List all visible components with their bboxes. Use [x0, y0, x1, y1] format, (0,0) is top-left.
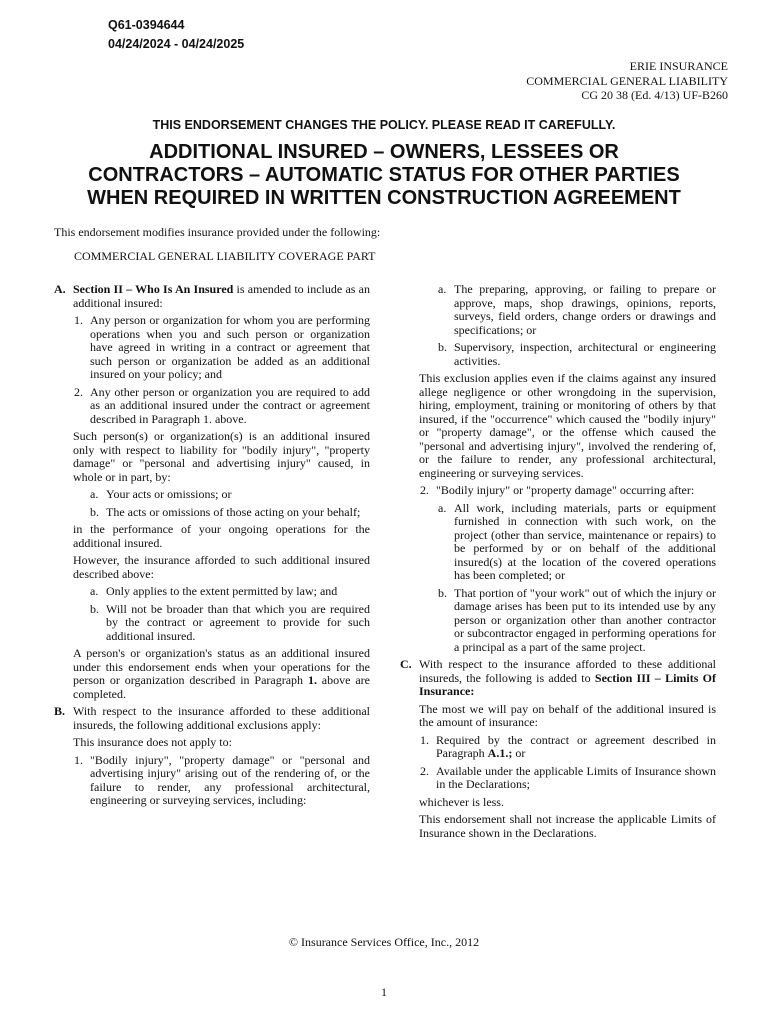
policy-number: Q61-0394644 [108, 18, 185, 32]
section-marker: B. [54, 704, 66, 718]
list-item: 2. Any other person or organization you are required to add as an additional insured under the contract or agreement described in Paragraph 1. above. [74, 384, 370, 426]
coverage-part: COMMERCIAL GENERAL LIABILITY COVERAGE PART [74, 249, 376, 263]
section-a [54, 283, 370, 310]
list-item: a. All work, including materials, parts or equipment furnished in connection with such work, on the project (other than service, maintenance or repairs) to be performed by or on behalf of the additional insured(s) at the location of the covered operations has been completed; or [438, 500, 716, 582]
title-line: CONTRACTORS – AUTOMATIC STATUS FOR OTHER PARTIES [88, 164, 680, 186]
list-item: b. Supervisory, inspection, architectural or engineering activities. [438, 340, 716, 368]
coverage-line: COMMERCIAL GENERAL LIABILITY [526, 73, 728, 88]
endorsement-notice: THIS ENDORSEMENT CHANGES THE POLICY. PLEASE READ IT CAREFULLY. [152, 118, 616, 132]
copyright-footer: © Insurance Services Office, Inc., 2012 [288, 935, 480, 949]
list-item: a. The preparing, approving, or failing to prepare or approve, maps, shop drawings, opinions, reports, surveys, field orders, change orders or drawings and specifications; or [438, 282, 716, 337]
paragraph: This insurance does not apply to: [73, 735, 232, 749]
right-column [400, 283, 716, 844]
paragraph: whichever is less. [419, 794, 504, 809]
list-item: a. Only applies to the extent permitted by law; and [90, 584, 338, 598]
form-header-right [526, 59, 728, 103]
page-number: 1 [381, 985, 387, 999]
list-item: 1. "Bodily injury", "property damage" or "personal and advertising injury" arising out of the rendering of, or the failure to render, any professional architectural, engineering or surveying services, including: [74, 752, 370, 807]
title-line: WHEN REQUIRED IN WRITTEN CONSTRUCTION AGREEMENT [87, 187, 681, 209]
section-heading: Section III – Limits Of Insurance: [419, 670, 716, 698]
section-heading: Section II – Who Is An Insured [73, 282, 234, 296]
endorsement-title [40, 141, 728, 210]
paragraph: The most we will pay on behalf of the additional insured is the amount of insurance: [419, 701, 716, 729]
left-column [54, 283, 370, 812]
form-code: CG 20 38 (Ed. 4/13) UF-B260 [581, 88, 728, 102]
section-marker: C. [400, 657, 412, 671]
list-item: b. The acts or omissions of those acting on your behalf; [90, 504, 361, 519]
section-c: C. With respect to the insurance afforded to these additional insureds, the following is added to Section III – Limits Of Insurance: [400, 657, 716, 698]
list-item: 1. Any person or organization for whom you are performing operations when you and such person or organization have agreed in writing in a contract or agreement that such person or organization be added as an additional insured on your policy; and [74, 313, 370, 381]
policy-header-left [108, 16, 244, 54]
modifies-text: This endorsement modifies insurance provided under the following: [54, 225, 381, 239]
list-item: 2. Available under the applicable Limits of Insurance shown in the Declarations; [420, 763, 716, 791]
section-b: B. With respect to the insurance afforded to these additional insureds, the following additional exclusions apply: [54, 704, 370, 732]
title-line: ADDITIONAL INSURED – OWNERS, LESSEES OR [149, 141, 619, 163]
paragraph: This endorsement shall not increase the applicable Limits of Insurance shown in the Declarations. [419, 812, 716, 840]
section-heading-rest: is amended to include as an additional insured: [73, 282, 370, 310]
paragraph: Such person(s) or organization(s) is an additional insured only with respect to liability for "bodily injury", "property damage" or "personal and advertising injury" caused, in whole or in part, by: [73, 429, 370, 484]
list-item: a. Your acts or omissions; or [90, 487, 232, 501]
paragraph: However, the insurance afforded to such additional insured described above: [73, 553, 370, 581]
list-item: b. Will not be broader than that which you are required by the contract or agreement to provide for such additional insured. [90, 601, 370, 643]
list-item: 2. "Bodily injury" or "property damage" occurring after: [420, 483, 695, 497]
paragraph: This exclusion applies even if the claims against any insured allege negligence or other wrongdoing in the supervision, hiring, employment, training or monitoring of others by that insured, if the "occurrence" which caused the "bodily injury" or "property damage", or the offense which caused the "personal and advertising injury", involved the rendering of, or the failure to render, any professional architectural, engineering or surveying services. [419, 371, 716, 480]
section-marker: A. [54, 282, 66, 296]
paragraph: A person's or organization's status as an additional insured under this endorsement ends when your operations for the person or organization described in Paragraph 1. above are completed. [73, 646, 370, 701]
paragraph: in the performance of your ongoing operations for the additional insured. [73, 522, 370, 550]
policy-period: 04/24/2024 - 04/24/2025 [108, 37, 245, 51]
list-item: 1. Required by the contract or agreement described in Paragraph A.1.; or [420, 732, 716, 760]
company-name: ERIE INSURANCE [629, 59, 728, 73]
list-item: b. That portion of "your work" out of which the injury or damage arises has been put to its intended use by any person or organization other than another contractor or subcontractor engaged in performing operations for a principal as a part of the same project. [438, 585, 716, 654]
intro-block [54, 225, 380, 273]
